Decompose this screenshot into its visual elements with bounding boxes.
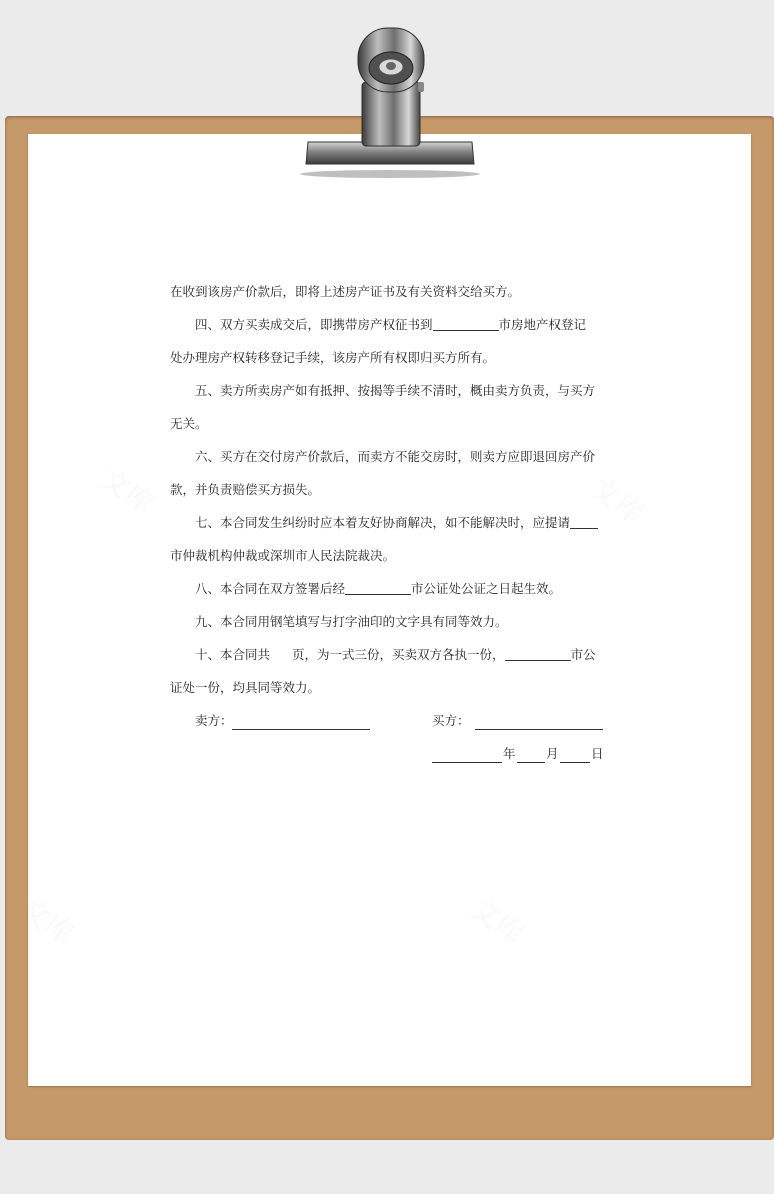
buyer-signature-blank <box>475 714 603 730</box>
date-row <box>170 741 610 774</box>
seller-label: 卖方： <box>195 713 233 728</box>
paragraph-line: 处办理房产权转移登记手续，该房产所有权即归买方所有。 <box>170 350 496 365</box>
year-label: 年 <box>503 746 516 761</box>
fill-blank <box>433 315 499 331</box>
month-blank <box>517 747 545 763</box>
paragraph-line: 十、本合同共 页，为一式三份，买卖双方各执一份， 市公 <box>195 647 596 662</box>
day-label: 日 <box>591 746 604 761</box>
fill-blank <box>505 645 571 661</box>
paragraph-line: 九、本合同用钢笔填写与打字油印的文字具有同等效力。 <box>195 614 508 629</box>
buyer-label: 买方： <box>432 713 470 728</box>
signature-row <box>170 708 610 741</box>
year-blank <box>432 747 502 763</box>
paragraph-line: 七、本合同发生纠纷时应本着友好协商解决，如不能解决时，应提请 <box>170 510 610 543</box>
paragraph-line: 八、本合同在双方签署后经 市公证处公证之日起生效。 <box>195 581 562 596</box>
paragraph-line: 在收到该房产价款后，即将上述房产证书及有关资料交给买方。 <box>170 284 521 299</box>
paragraph-line: 无关。 <box>170 416 208 431</box>
fill-blank <box>570 513 598 529</box>
fill-blank <box>345 579 411 595</box>
paragraph-line: 款，并负责赔偿买方损失。 <box>170 482 321 497</box>
month-label: 月 <box>546 746 559 761</box>
contract-text <box>170 279 610 774</box>
paragraph-line: 证处一份，均具同等效力。 <box>170 680 321 695</box>
binder-clip-icon <box>300 24 480 179</box>
watermark: 文库 <box>584 471 650 531</box>
paragraph-line: 市仲裁机构仲裁或深圳市人民法院裁决。 <box>170 548 396 563</box>
day-blank <box>560 747 590 763</box>
paragraph-line: 五、卖方所卖房产如有抵押、按揭等手续不清时，概由卖方负责，与买方 <box>195 383 596 398</box>
paragraph-line: 四、双方买卖成交后，即携带房产权征书到 市房地产权登记 <box>195 317 587 332</box>
paragraph-line: 六、买方在交付房产价款后，而卖方不能交房时，则卖方应即退回房产价 <box>195 449 596 464</box>
watermark: 文库 <box>464 891 530 951</box>
seller-signature-blank <box>232 714 370 730</box>
watermark: 文库 <box>14 891 80 951</box>
watermark: 文库 <box>94 461 160 521</box>
